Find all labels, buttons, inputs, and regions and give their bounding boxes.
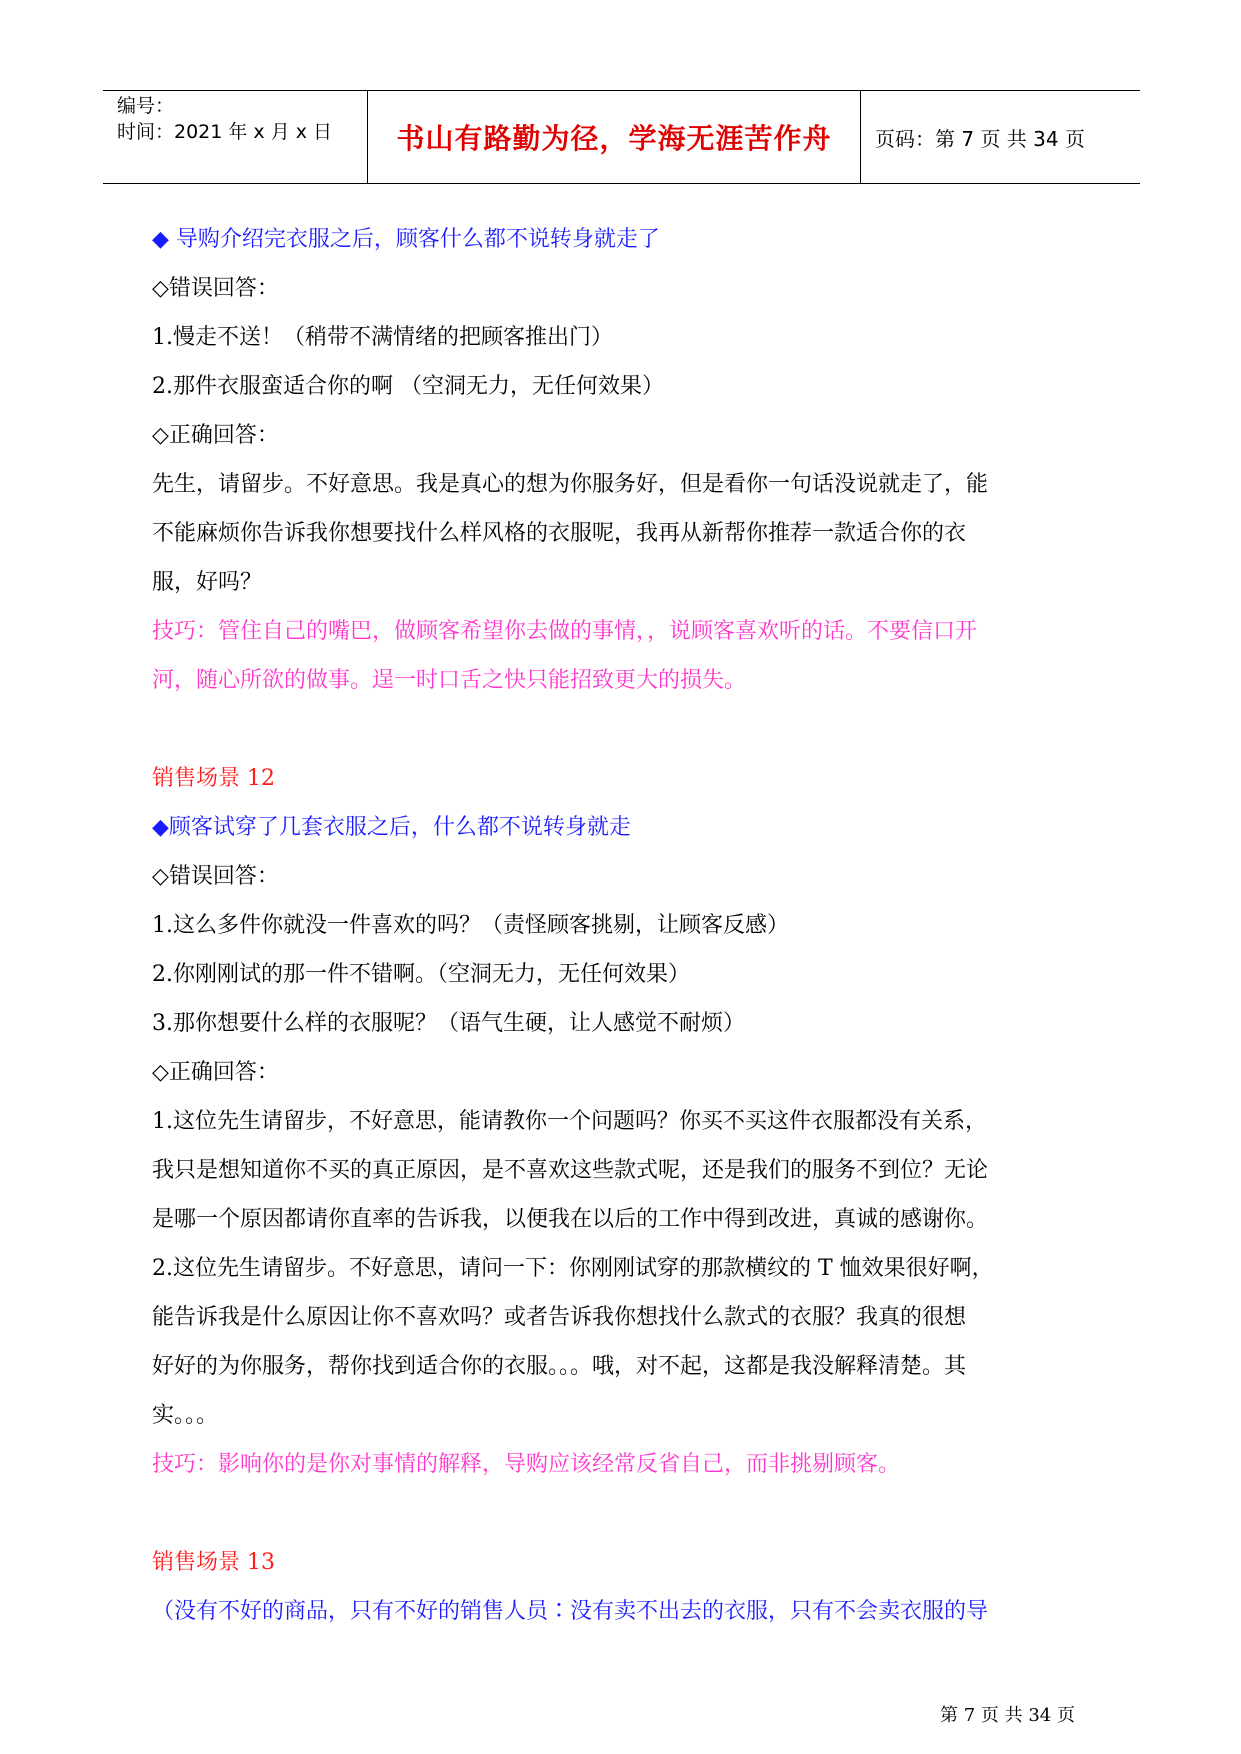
- text-line: 我只是想知道你不买的真正原因，是不喜欢这些款式呢，还是我们的服务不到位？无论: [152, 1158, 989, 1183]
- text-line: 河，随心所欲的做事。逞一时口舌之快只能招致更大的损失。: [152, 668, 747, 693]
- header-info-cell: [103, 91, 368, 183]
- text-line: 1.慢走不送！（稍带不满情绪的把顾客推出门）: [152, 325, 613, 350]
- text-line: 实。。。: [152, 1403, 219, 1428]
- header-page-number: 页码：第 7 页 共 34 页: [875, 126, 1085, 151]
- text-line: 销售场景 13: [152, 1550, 275, 1575]
- text-line: 销售场景 12: [152, 766, 275, 791]
- text-line: 能告诉我是什么原因让你不喜欢吗？或者告诉我你想找什么款式的衣服？我真的很想: [152, 1305, 967, 1330]
- paragraph-spacer: [152, 1489, 1092, 1538]
- text-line: 服，好吗？: [152, 570, 263, 595]
- header-motto: 书山有路勤为径，学海无涯苦作舟: [396, 122, 832, 155]
- text-line: 2.这位先生请留步。不好意思，请问一下：你刚刚试穿的那款横纹的 T 恤效果很好啊，: [152, 1256, 994, 1281]
- text-line: 1.这位先生请留步，不好意思，能请教你一个问题吗？你买不买这件衣服都没有关系，: [152, 1109, 987, 1134]
- page-header: [103, 90, 1140, 184]
- text-line: （没有不好的商品，只有不好的销售人员∶没有卖不出去的衣服，只有不会卖衣服的导: [152, 1599, 989, 1624]
- text-line: 1.这么多件你就没一件喜欢的吗？（责怪顾客挑剔，让顾客反感）: [152, 913, 789, 938]
- text-line: ◆顾客试穿了几套衣服之后，什么都不说转身就走: [152, 815, 631, 840]
- page-footer: 第 7 页 共 34 页: [940, 1705, 1075, 1726]
- text-line: 技巧：管住自己的嘴巴，做顾客希望你去做的事情，，说顾客喜欢听的话。不要信口开: [152, 619, 978, 644]
- header-page-cell: [861, 91, 1140, 183]
- text-line: ◇错误回答：: [152, 276, 279, 301]
- document-body: [152, 215, 1092, 1636]
- text-line: ◇正确回答：: [152, 1060, 279, 1085]
- paragraph-spacer: [152, 705, 1092, 754]
- text-line: 2.你刚刚试的那一件不错啊。（空洞无力，无任何效果）: [152, 962, 690, 987]
- text-line: 先生，请留步。不好意思。我是真心的想为你服务好，但是看你一句话没说就走了，能: [152, 472, 989, 497]
- document-time-label: 时间：2021 年 x 月 x 日: [117, 121, 333, 143]
- text-line: 2.那件衣服蛮适合你的啊 （空洞无力，无任何效果）: [152, 374, 664, 399]
- text-line: 好好的为你服务，帮你找到适合你的衣服。。。哦，对不起，这都是我没解释清楚。其: [152, 1354, 967, 1379]
- text-line: 不能麻烦你告诉我你想要找什么样风格的衣服呢，我再从新帮你推荐一款适合你的衣: [152, 521, 967, 546]
- text-line: 技巧：影响你的是你对事情的解释，导购应该经常反省自己，而非挑剔顾客。: [152, 1452, 901, 1477]
- text-line: ◆ 导购介绍完衣服之后，顾客什么都不说转身就走了: [152, 227, 660, 252]
- text-line: 是哪一个原因都请你直率的告诉我，以便我在以后的工作中得到改进，真诚的感谢你。: [152, 1207, 989, 1232]
- text-line: 3.那你想要什么样的衣服呢？（语气生硬，让人感觉不耐烦）: [152, 1011, 745, 1036]
- header-motto-cell: [368, 91, 861, 183]
- document-number-label: 编号：: [117, 95, 175, 117]
- text-line: ◇错误回答：: [152, 864, 279, 889]
- text-line: ◇正确回答：: [152, 423, 279, 448]
